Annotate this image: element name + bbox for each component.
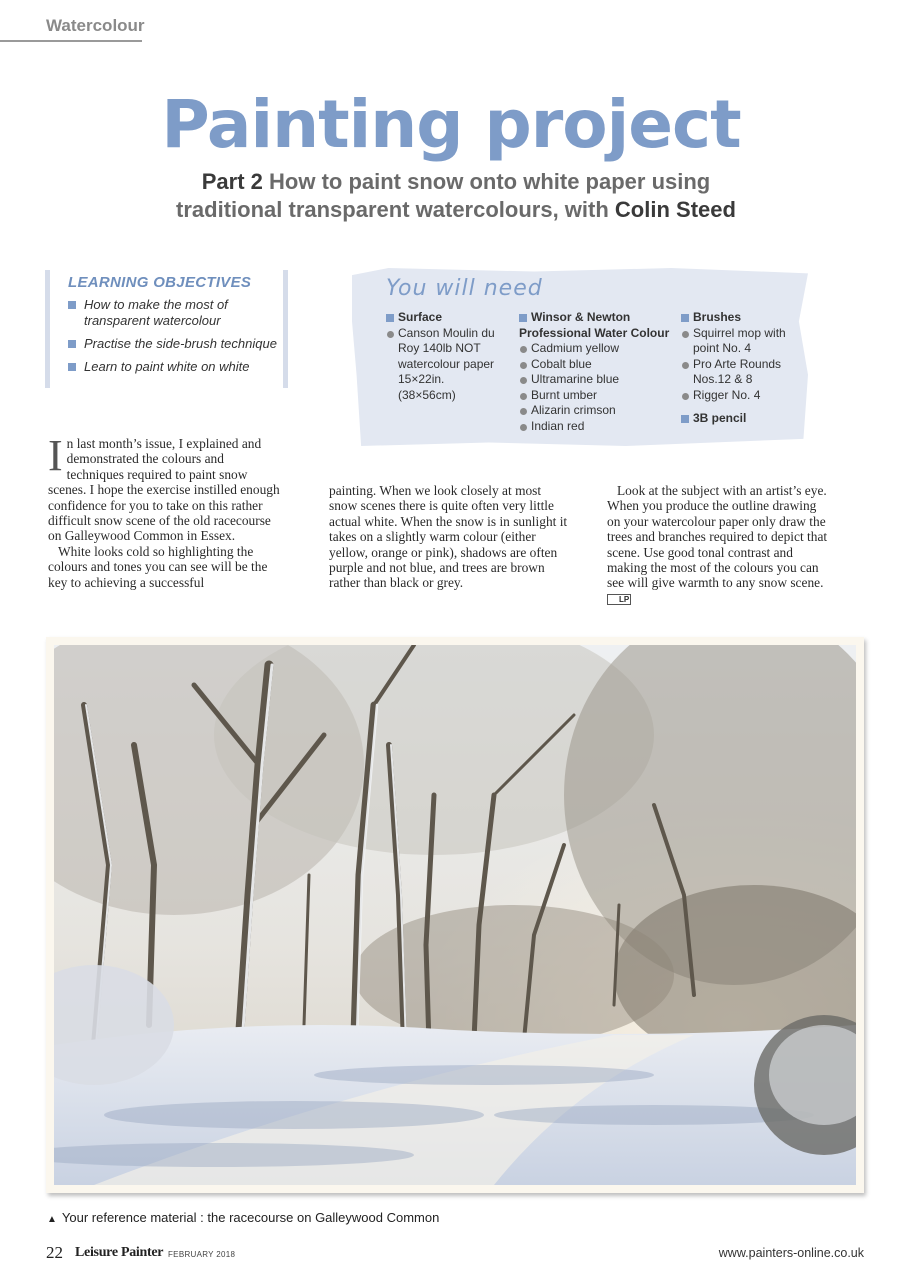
brush-item: Pro Arte Rounds Nos.12 & 8 (681, 357, 796, 388)
caption-text: Your reference material : the racecourse on Galleywood Common (61, 1210, 440, 1225)
body-text: n last month’s issue, I explained and demonstrated the colours and techniques required to paint snow scenes. I hope the exercise instilled enough confidence for you to take on this rather difficult snow scene of the old racecourse on Galleywood Common in Essex. (48, 436, 280, 544)
need-surface-column (386, 310, 496, 403)
objective-item: How to make the most of transparent watercolour (68, 297, 283, 329)
subtitle-line1: How to paint snow onto white paper using (269, 169, 711, 194)
brush-item: Squirrel mop with point No. 4 (681, 326, 796, 357)
page-title: Painting project (161, 86, 741, 163)
objective-item: Practise the side-brush technique (68, 336, 283, 352)
paint-item: Cadmium yellow (519, 341, 674, 357)
body-column-3 (607, 483, 833, 606)
you-will-need-title: You will need (386, 276, 543, 301)
body-paragraph (48, 431, 280, 544)
issue-date: FEBRUARY 2018 (168, 1250, 236, 1259)
body-paragraph (607, 483, 833, 606)
body-paragraph: White looks cold so highlighting the colours and tones you can see will be the key to achieving a successful (48, 543, 268, 590)
triangle-up-icon: ▲ (47, 1214, 57, 1225)
subtitle-author: Colin Steed (614, 197, 736, 222)
body-paragraph: painting. When we look closely at most snow scenes there is quite often very little actual white. When the snow is in sunlight it takes on a slightly warm colour (either yellow, orange or pink), shadows are often purple and not blue, and trees are brown rather than black or grey. (329, 483, 568, 591)
brushes-heading: Brushes (681, 310, 796, 326)
objectives-heading: LEARNING OBJECTIVES (68, 274, 252, 291)
paint-item: Burnt umber (519, 388, 674, 404)
section-label: Watercolour (46, 16, 145, 35)
page-number: 22 (46, 1243, 63, 1262)
need-paints-column (519, 310, 674, 434)
pencil-heading: 3B pencil (681, 411, 796, 427)
brush-item: Rigger No. 4 (681, 388, 796, 404)
website-link[interactable]: www.painters-online.co.uk (718, 1246, 864, 1260)
photo-caption (47, 1210, 439, 1225)
magazine-logo: Leisure Painter (75, 1245, 164, 1260)
surface-heading: Surface (386, 310, 496, 326)
end-mark: LP (607, 594, 631, 605)
drop-cap: I (48, 431, 63, 480)
paints-heading-line2: Professional Water Colour (519, 325, 670, 340)
paints-heading (519, 310, 674, 326)
body-column-2 (329, 483, 569, 591)
paint-item: Cobalt blue (519, 357, 674, 373)
snow-scene-photo (54, 645, 856, 1185)
surface-item: Canson Moulin du Roy 140lb NOT watercolour paper 15×22in. (38×56cm) (386, 326, 496, 404)
body-text: Look at the subject with an artist’s eye. When you produce the outline drawing on your watercolour paper only draw the trees and branches required to depict that scene. Use good tonal contrast and making the most of the colours you can see will give warmth to any snow scene. (607, 483, 828, 591)
objectives-list (68, 297, 283, 375)
paint-item: Alizarin crimson (519, 403, 674, 419)
objective-item: Learn to paint white on white (68, 359, 283, 375)
subtitle (150, 168, 762, 224)
paint-item: Indian red (519, 419, 674, 435)
subtitle-part: Part 2 (201, 169, 263, 194)
paint-item: Ultramarine blue (519, 372, 674, 388)
paints-heading-line1: Winsor & Newton (531, 310, 631, 324)
learning-objectives-box (45, 270, 288, 388)
snow-scene-image (54, 645, 856, 1185)
section-tag (0, 14, 145, 42)
need-brushes-column (681, 310, 796, 427)
subtitle-line2: traditional transparent watercolours, with (176, 197, 609, 222)
body-column-1 (48, 431, 280, 590)
